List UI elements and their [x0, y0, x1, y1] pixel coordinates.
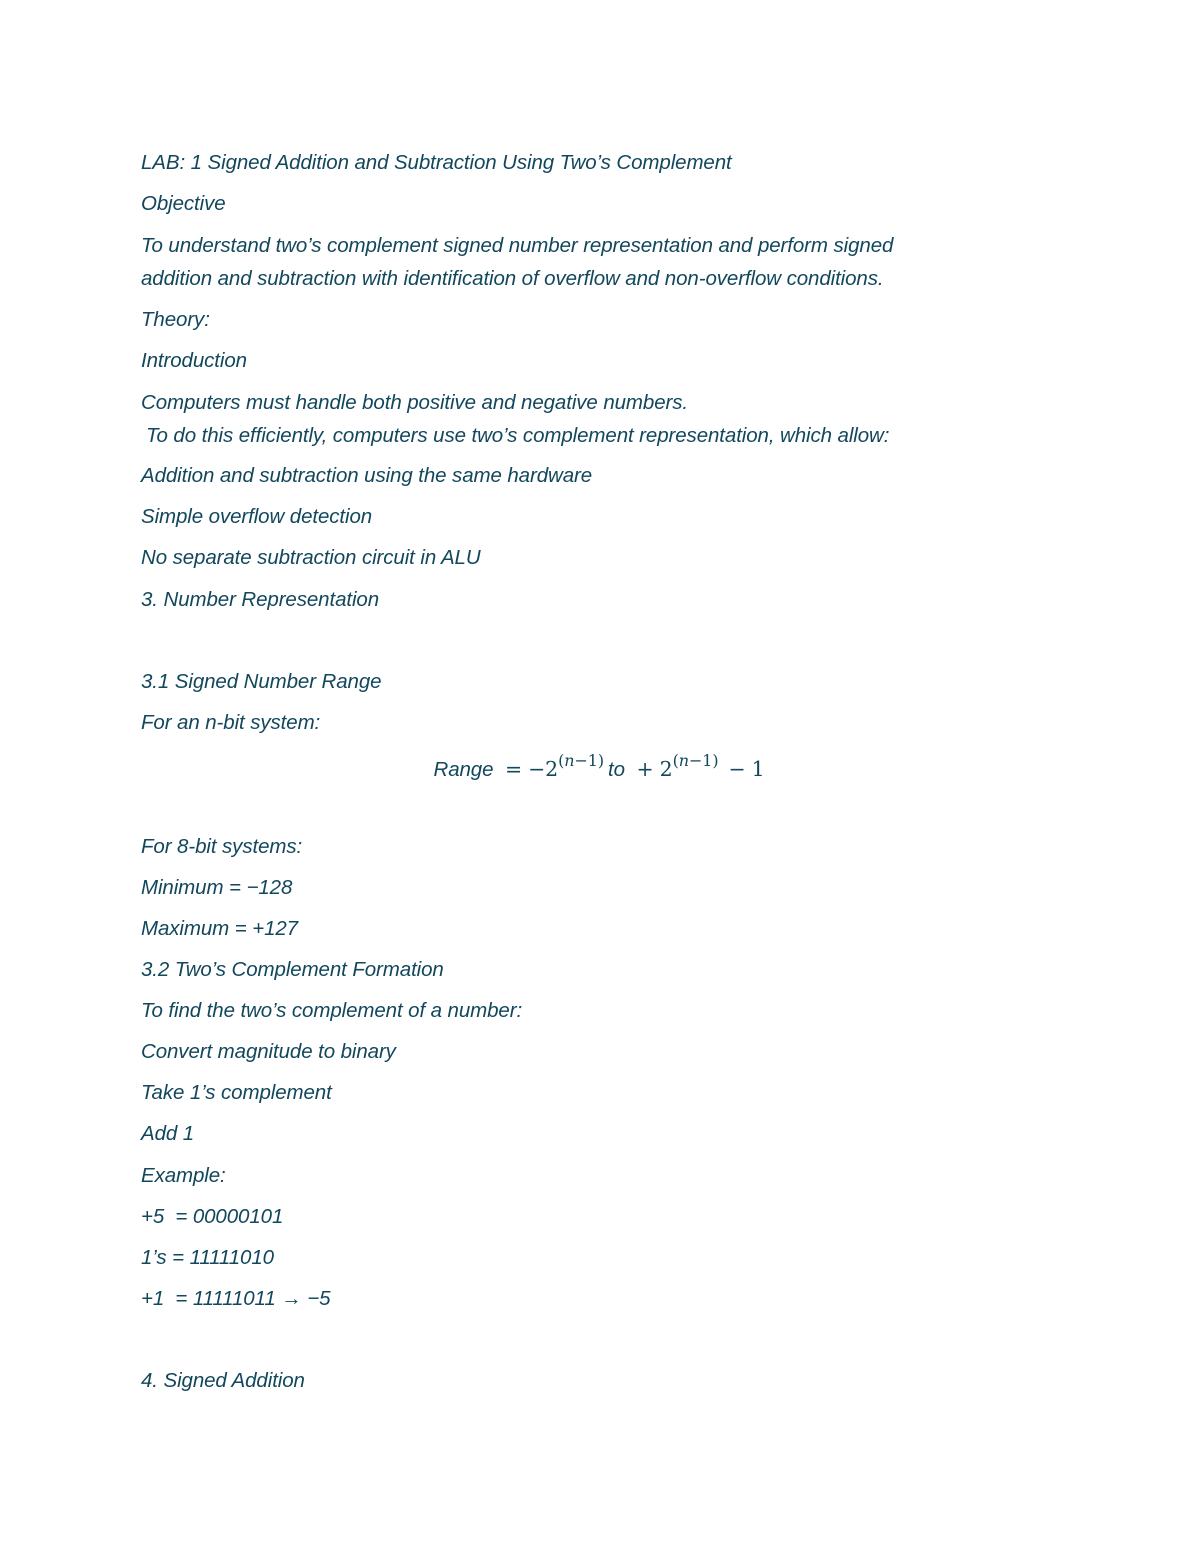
exponent-rest: −1): [574, 751, 605, 770]
introduction-text-line-1: Computers must handle both positive and negative numbers.: [141, 391, 688, 414]
equation-exponent-1: [558, 751, 604, 770]
equation-base-1: 2: [545, 757, 559, 781]
equation-plus: +: [636, 757, 654, 781]
objective-text-line-2: addition and subtraction with identification of overflow and non-overflow conditions.: [141, 267, 884, 290]
example-heading: Example:: [141, 1164, 226, 1187]
benefit-item: No separate subtraction circuit in ALU: [141, 546, 481, 569]
equation-one: 1: [751, 757, 765, 781]
exponent-variable: n: [678, 751, 689, 770]
equation-to-word: to: [608, 758, 625, 781]
eight-bit-label: For 8-bit systems:: [141, 835, 303, 858]
equation-minus-2: −: [728, 757, 746, 781]
introduction-heading: Introduction: [141, 349, 247, 372]
step-item: Convert magnitude to binary: [141, 1040, 396, 1063]
example-line: +1 = 11111011 → −5: [141, 1287, 331, 1310]
section-3-1-heading: 3.1 Signed Number Range: [141, 670, 382, 693]
equation-lhs: Range: [433, 758, 494, 781]
steps-intro: To find the two’s complement of a number:: [141, 999, 523, 1022]
equation-base-2: 2: [659, 757, 673, 781]
step-item: Take 1’s complement: [141, 1081, 332, 1104]
benefit-item: Simple overflow detection: [141, 505, 373, 528]
section-4-heading: 4. Signed Addition: [141, 1369, 305, 1392]
example-line: +5 = 00000101: [141, 1205, 284, 1228]
maximum-value: Maximum = +127: [141, 917, 298, 940]
objective-text-line-1: To understand two’s complement signed number representation and perform signed: [141, 234, 894, 257]
example-line: 1’s = 11111010: [141, 1246, 274, 1269]
exponent-paren: (: [558, 751, 565, 770]
step-item: Add 1: [141, 1122, 195, 1145]
exponent-variable: n: [564, 751, 575, 770]
minimum-value: Minimum = −128: [141, 876, 293, 899]
lab-title: LAB: 1 Signed Addition and Subtraction Using Two’s Complement: [141, 151, 732, 174]
equation-minus: −: [528, 757, 546, 781]
benefit-item: Addition and subtraction using the same hardware: [141, 464, 593, 487]
range-equation: [141, 749, 1057, 789]
exponent-rest: −1): [688, 751, 719, 770]
equation-exponent-2: [673, 751, 719, 770]
objective-heading: Objective: [141, 192, 226, 215]
exponent-paren: (: [672, 751, 679, 770]
introduction-text-line-2: To do this efficiently, computers use two’s complement representation, which allow:: [146, 424, 890, 447]
equation-equals: =: [505, 757, 523, 781]
theory-heading: Theory:: [141, 308, 210, 331]
section-3-heading: 3. Number Representation: [141, 588, 380, 611]
n-bit-label: For an n-bit system:: [141, 711, 321, 734]
section-3-2-heading: 3.2 Two’s Complement Formation: [141, 958, 444, 981]
